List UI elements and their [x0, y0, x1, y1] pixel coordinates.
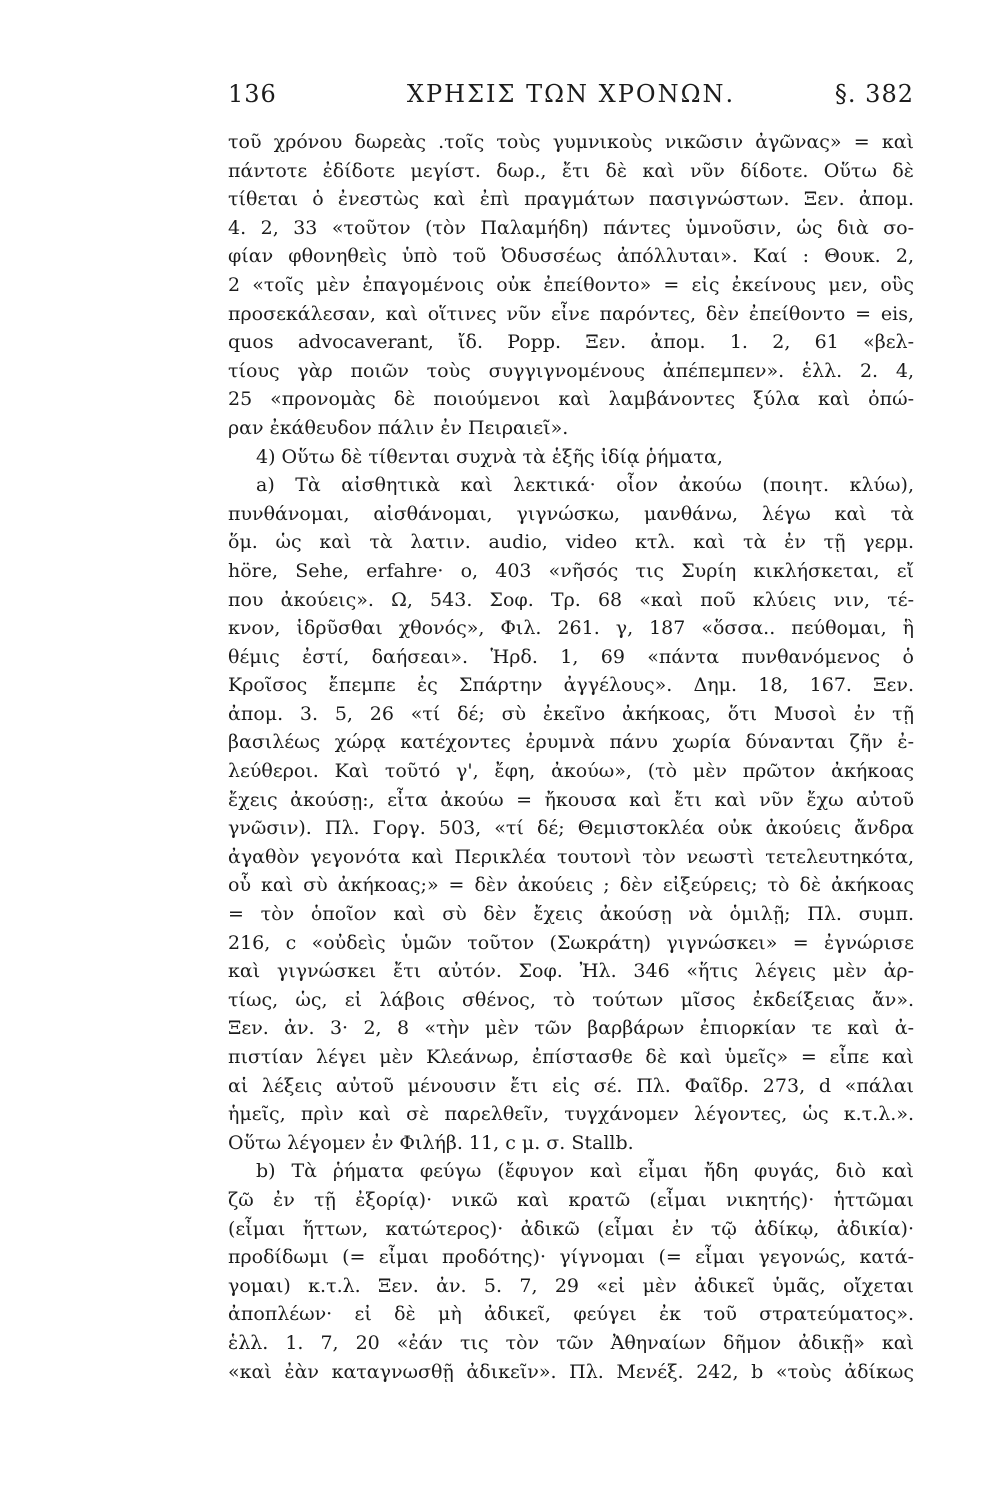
text-line: 4) Οὕτω δὲ τίθενται συχνὰ τὰ ἑξῆς ἰδίᾳ ῥήματα, [256, 445, 723, 468]
page-number: 136 [228, 80, 277, 108]
text-line: αἱ λέξεις αὐτοῦ μένουσιν ἔτι εἰς σέ. Πλ. Φαῖδρ. 273, d «πάλαι [228, 1074, 914, 1097]
text-line: Ξεν. ἀν. 3· 2, 8 «τὴν μὲν τῶν βαρβάρων ἐπιορκίαν τε καὶ ἀ- [228, 1017, 914, 1040]
text-line: που ἀκούεις». Ω, 543. Σοφ. Τρ. 68 «καὶ ποῦ κλύεις νιν, τέ- [228, 588, 914, 611]
text-line: φίαν φθονηθεὶς ὑπὸ τοῦ Ὀδυσσέως ἀπόλλυται». Καί : Θουκ. 2, [228, 245, 914, 268]
text-line: τοῦ χρόνου δωρεὰς .τοῖς τοὺς γυμνικοὺς νικῶσιν ἀγῶνας» = καὶ [228, 131, 914, 153]
text-line: ἑλλ. 1. 7, 20 «ἐάν τις τὸν τῶν Ἀθηναίων δῆμον ἀδικῇ» καὶ [228, 1331, 914, 1354]
text-line: ὅμ. ὡς καὶ τὰ λατιν. audio, video κτλ. καὶ τὰ ἐν τῇ γερμ. [228, 531, 914, 554]
text-line: = τὸν ὁποῖον καὶ σὺ δὲν ἔχεις ἀκούσῃ νὰ ὁμιλῇ; Πλ. συμπ. [228, 903, 914, 926]
text-line: ἀπομ. 3. 5, 26 «τί δέ; σὺ ἐκεῖνο ἀκήκοας, ὅτι Μυσοὶ ἐν τῇ [228, 702, 914, 725]
text-line: προσεκάλεσαν, καὶ οἵτινες νῦν εἶνε παρόντες, δὲν ἐπείθοντο = eis, [228, 302, 914, 325]
text-line: λεύθεροι. Καὶ τοῦτό γ', ἔφη, ἀκούω», (τὸ μὲν πρῶτον ἀκήκοας [228, 760, 914, 783]
text-line: 25 «προνομὰς δὲ ποιούμενοι καὶ λαμβάνοντες ξύλα καὶ ὀπώ- [228, 388, 914, 411]
text-line: (εἶμαι ἥττων, κατώτερος)· ἀδικῶ (εἶμαι ἐν τῷ ἀδίκῳ, ἀδικία)· [228, 1217, 914, 1240]
text-line: Κροῖσος ἔπεμπε ἐς Σπάρτην ἀγγέλους». Δημ. 18, 167. Ξεν. [228, 674, 914, 697]
text-line: οὗ καὶ σὺ ἀκήκοας;» = δὲν ἀκούεις ; δὲν εἰξεύρεις; τὸ δὲ ἀκήκοας [228, 874, 914, 897]
text-line: ζῶ ἐν τῇ ἐξορίᾳ)· νικῶ καὶ κρατῶ (εἶμαι νικητής)· ἡττῶμαι [228, 1188, 914, 1211]
text-line: θέμις ἐστί, δαήσεαι». Ἡρδ. 1, 69 «πάντα πυνθανόμενος ὁ [228, 645, 914, 668]
text-line: καὶ γιγνώσκει ἔτι αὐτόν. Σοφ. Ἠλ. 346 «ἥτις λέγεις μὲν ἀρ- [228, 960, 914, 983]
text-line: βασιλέως χώρᾳ κατέχοντες ἐρυμνὰ πάνυ χωρία δύνανται ζῆν ἐ- [228, 731, 914, 754]
text-line: quos advocaverant, ἴδ. Popp. Ξεν. ἀπομ. 1. 2, 61 «βελ- [228, 331, 914, 354]
text-line: τίους γὰρ ποιῶν τοὺς συγγιγνομένους ἀπέπεμπεν». ἑλλ. 2. 4, [228, 359, 914, 382]
text-line: προδίδωμι (= εἶμαι προδότης)· γίγνομαι (= εἶμαι γεγονώς, κατά- [228, 1246, 914, 1269]
running-head [228, 80, 914, 120]
text-line: γνῶσιν). Πλ. Γοργ. 503, «τί δέ; Θεμιστοκλέα οὐκ ἀκούεις ἄνδρα [228, 817, 914, 840]
text-line: τίως, ὡς, εἰ λάβοις σθένος, τὸ τούτων μῖσος ἐκδείξειας ἄν». [228, 988, 914, 1011]
text-line: πυνθάνομαι, αἰσθάνομαι, γιγνώσκω, μανθάνω, λέγω καὶ τὰ [228, 502, 914, 525]
text-line: Οὕτω λέγομεν ἐν Φιλήβ. 11, c μ. σ. Stallb. [228, 1131, 634, 1154]
text-line: 216, c «οὐδεὶς ὑμῶν τοῦτον (Σωκράτη) γιγνώσκει» = ἐγνώρισε [228, 931, 914, 954]
text-line: γομαι) κ.τ.λ. Ξεν. ἀν. 5. 7, 29 «εἰ μὲν ἀδικεῖ ὑμᾶς, οἴχεται [228, 1274, 914, 1297]
text-line: b) Τὰ ῥήματα φεύγω (ἔφυγον καὶ εἶμαι ἤδη φυγάς, διὸ καὶ [256, 1160, 914, 1183]
section-number: §. 382 [834, 80, 914, 108]
running-title: ΧΡΗΣΙΣ ΤΩΝ ΧΡΟΝΩΝ. [406, 80, 736, 108]
text-line: ἡμεῖς, πρὶν καὶ σὲ παρελθεῖν, τυγχάνομεν λέγοντες, ὡς κ.τ.λ.». [228, 1103, 914, 1126]
text-line: πιστίαν λέγει μὲν Κλεάνωρ, ἐπίστασθε δὲ καὶ ὑμεῖς» = εἶπε καὶ [228, 1046, 914, 1068]
text-line: 4. 2, 33 «τοῦτον (τὸν Παλαμήδη) πάντες ὑμνοῦσιν, ὡς διὰ σο- [228, 216, 914, 239]
text-line: a) Τὰ αἰσθητικὰ καὶ λεκτικά· οἷον ἀκούω (ποιητ. κλύω), [256, 474, 914, 497]
text-line: ἔχεις ἀκούσῃ:, εἶτα ἀκούω = ἤκουσα καὶ ἔτι καὶ νῦν ἔχω αὐτοῦ [228, 788, 914, 811]
text-line: τίθεται ὁ ἐνεστὼς καὶ ἐπὶ πραγμάτων πασιγνώστων. Ξεν. ἀπομ. [228, 188, 914, 211]
text-line: πάντοτε ἐδίδοτε μεγίστ. δωρ., ἔτι δὲ καὶ νῦν δίδοτε. Οὕτω δὲ [228, 159, 914, 182]
text-line: ραν ἐκάθευδον πάλιν ἐν Πειραιεῖ». [228, 416, 569, 439]
text-line: ἀποπλέων· εἰ δὲ μὴ ἀδικεῖ, φεύγει ἐκ τοῦ στρατεύματος». [228, 1303, 914, 1326]
text-line: ἀγαθὸν γεγονότα καὶ Περικλέα τουτονὶ τὸν νεωστὶ τετελευτηκότα, [228, 845, 914, 868]
book-page [228, 80, 914, 1420]
page-body [228, 128, 914, 1386]
text-line: höre, Sehe, erfahre· ο, 403 «νῆσός τις Συρίη κικλήσκεται, εἴ [228, 559, 914, 582]
text-line: κνον, ἱδρῦσθαι χθονός», Φιλ. 261. γ, 187 «ὅσσα.. πεύθομαι, ἣ [228, 617, 914, 640]
text-line: 2 «τοῖς μὲν ἐπαγομένοις οὐκ ἐπείθοντο» = εἰς ἐκείνους μεν, οὓς [228, 273, 914, 296]
text-line: «καὶ ἐὰν καταγνωσθῇ ἀδικεῖν». Πλ. Μενέξ. 242, b «τοὺς ἀδίκως [228, 1360, 914, 1383]
